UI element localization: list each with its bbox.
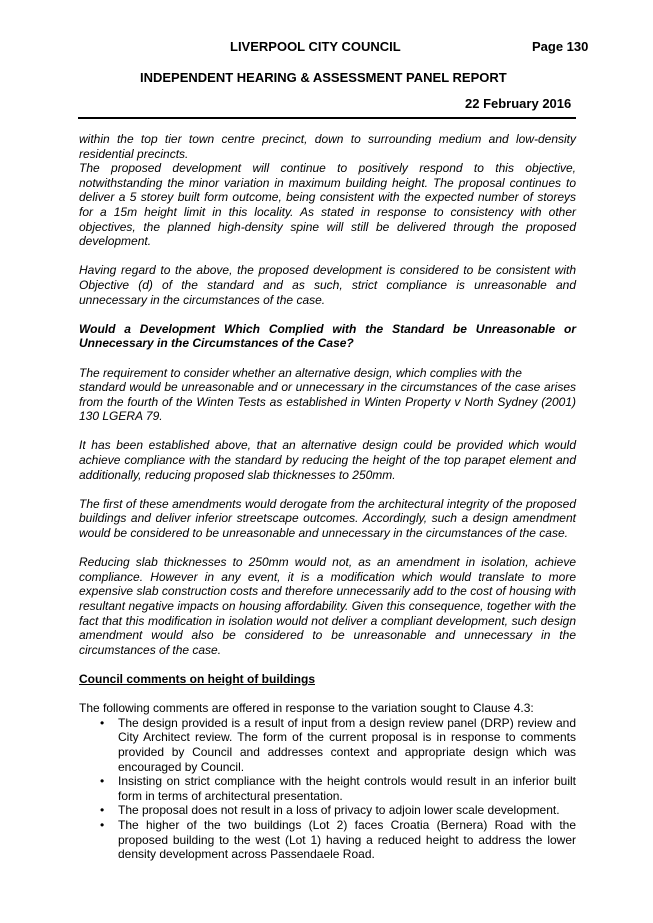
paragraph-slab-thickness: Reducing slab thicknesses to 250mm would not, as an amendment in isolation, achieve compliance. However in any event, it is a modification which would translate to more expensive slab construction costs and therefore unnecessarily add to the cost of housing with resultant negative impacts on housing affordability. Given this consequence, together with the fact that this modification in isolation would not deliver a compliant development, such design amendment would also be considered to be unreasonable and unnecessary in the circumstances of the case. [79,555,576,657]
list-item [79,716,576,774]
bullet-icon: • [100,774,105,789]
list-item [79,803,576,818]
bullet-icon: • [100,715,105,730]
report-title: INDEPENDENT HEARING & ASSESSMENT PANEL REPORT [140,70,507,85]
list-item-text: The design provided is a result of input from a design review panel (DRP) review and City Architect review. The form of the current proposal is in response to comments provided by Council and addresses context and appropriate design which was encouraged by Council. [118,715,576,774]
council-comments-list [79,716,576,862]
list-item-text: The proposal does not result in a loss of privacy to adjoin lower scale development. [118,803,560,818]
section-heading-unreasonable: Would a Development Which Complied with the Standard be Unreasonable or Unnecessary in the Circumstances of the Case? [79,321,576,351]
paragraph-first-amendment: The first of these amendments would derogate from the architectural integrity of the proposed buildings and deliver inferior streetscape outcomes. Accordingly, such a design amendment would be considered to be unreasonable and unnecessary in the circumstances of the case. [79,496,576,541]
paragraph-objective-continued: within the top tier town centre precinct, down to surrounding medium and low-density residential precincts. [79,132,576,161]
bullet-icon: • [100,817,105,832]
council-name: LIVERPOOL CITY COUNCIL [230,39,401,54]
list-item-text: The higher of the two buildings (Lot 2) faces Croatia (Bernera) Road with the proposed building to the west (Lot 1) having a reduced height to address the lower density development across Passendaele Road. [118,817,576,862]
header-divider [78,117,576,119]
paragraph-objective-d-conclusion: Having regard to the above, the proposed development is considered to be consistent with Objective (d) of the standard and as such, strict compliance is unreasonable and unnecessary in the circumstances of the case. [79,263,576,307]
list-item-text: Insisting on strict compliance with the height controls would result in an inferior built form in terms of architectural presentation. [118,774,576,803]
paragraph-proposed-development: The proposed development will continue to positively respond to this objective, notwithstanding the minor variation in maximum building height. The proposal continues to deliver a 5 storey built form outcome, being consistent with the expected number of storeys for a 15m height limit in this locality. As stated in response to consistency with other objectives, the planned high-density spine will still be delivered through the proposed development. [79,161,576,249]
paragraph-alternative-design: It has been established above, that an alternative design could be provided which would achieve compliance with the standard by reducing the height of the top parapet element and additionally, reducing proposed slab thicknesses to 250mm. [79,438,576,482]
section-heading-council-comments: Council comments on height of buildings [79,671,315,686]
list-item [79,774,576,803]
paragraph-winten-tests: standard would be unreasonable and or unnecessary in the circumstances of the case arises from the fourth of the Winten Tests as established in Winten Property v North Sydney (2001) 130 LGERA 79. [79,380,576,424]
report-date: 22 February 2016 [465,96,572,111]
list-item [79,818,576,862]
paragraph-requirement-line1: The requirement to consider whether an alternative design, which complies with the [79,365,522,380]
bullet-icon: • [100,803,105,818]
page-number: Page 130 [532,39,589,54]
paragraph-comments-intro: The following comments are offered in response to the variation sought to Clause 4.3: [79,701,534,716]
document-body [79,132,576,862]
